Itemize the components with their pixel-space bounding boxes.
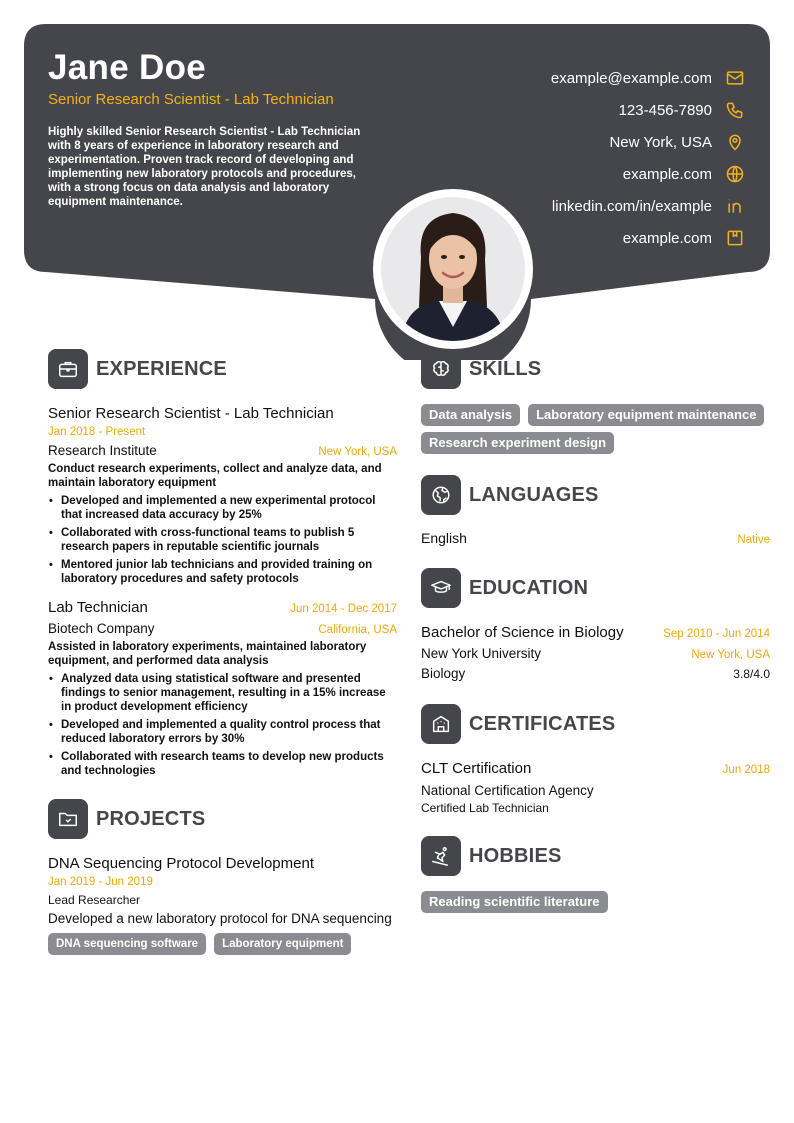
job-achievements <box>48 494 397 586</box>
skiing-icon <box>421 836 461 876</box>
certificate-date: Jun 2018 <box>722 764 770 776</box>
achievement-item: • Developed and implemented a new experimental protocol that increased data accuracy by 25% <box>48 494 397 522</box>
contact-portfolio[interactable] <box>551 222 746 254</box>
skill-tag: Research experiment design <box>421 432 614 454</box>
language-globe-icon <box>421 475 461 515</box>
institution-icon <box>421 704 461 744</box>
job-summary: Assisted in laboratory experiments, maintained laboratory equipment, and performed data analysis <box>48 641 367 667</box>
folder-icon <box>48 799 88 839</box>
section-title-languages: LANGUAGES <box>469 483 599 506</box>
certificate-detail: Certified Lab Technician <box>421 801 549 815</box>
project-title: DNA Sequencing Protocol Development <box>48 855 314 872</box>
contact-email[interactable] <box>551 62 746 94</box>
language-name: English <box>421 530 467 546</box>
hobbies-section <box>421 835 770 913</box>
project-tag: DNA sequencing software <box>48 933 206 955</box>
language-level: Native <box>737 534 770 546</box>
education-entry <box>421 623 770 683</box>
contact-linkedin[interactable] <box>551 190 746 222</box>
certificates-section <box>421 703 770 815</box>
project-description: Developed a new laboratory protocol for DNA sequencing <box>48 911 392 926</box>
education-section <box>421 567 770 683</box>
graduation-cap-icon <box>421 568 461 608</box>
project-tag: Laboratory equipment <box>214 933 351 955</box>
contact-list <box>551 62 746 254</box>
section-title-experience: EXPERIENCE <box>96 357 227 380</box>
left-column <box>48 348 397 975</box>
hobby-tag: Reading scientific literature <box>421 891 608 913</box>
project-dates: Jan 2019 - Jun 2019 <box>48 876 153 888</box>
contact-linkedin-text[interactable]: linkedin.com/in/example <box>551 197 712 215</box>
job-entry <box>48 404 397 586</box>
job-summary: Conduct research experiments, collect and analyze data, and maintain laboratory equipment <box>48 463 382 489</box>
certificate-issuer: National Certification Agency <box>421 783 594 798</box>
school-name: New York University <box>421 646 542 661</box>
projects-section <box>48 798 397 955</box>
skills-section <box>421 348 770 454</box>
linkedin-icon <box>724 195 746 217</box>
achievement-item: • Collaborated with research teams to develop new products and technologies <box>48 750 397 778</box>
certificate-entry <box>421 759 770 815</box>
achievement-item: • Collaborated with cross-functional teams to publish 5 research papers in reputable scientific journals <box>48 526 397 554</box>
contact-location <box>551 126 746 158</box>
hobby-tags <box>421 891 770 913</box>
job-company: Biotech Company <box>48 621 155 636</box>
school-location: New York, USA <box>691 649 770 661</box>
job-location: California, USA <box>318 624 397 636</box>
candidate-name: Jane Doe <box>48 48 207 87</box>
section-title-skills: SKILLS <box>469 357 542 380</box>
contact-location-text: New York, USA <box>609 133 712 151</box>
section-title-education: EDUCATION <box>469 576 589 599</box>
skill-tags <box>421 404 770 454</box>
languages-section <box>421 474 770 547</box>
section-title-certificates: CERTIFICATES <box>469 712 616 735</box>
profile-summary: Highly skilled Senior Research Scientist - Lab Technician with 8 years of experience in laboratory research and experimentation. Proven track record of developing and implementing new laboratory protocols and procedures, with a strong focus on data analysis and laboratory equipment maintenance. <box>48 126 361 208</box>
experience-section <box>48 348 397 778</box>
job-location: New York, USA <box>318 446 397 458</box>
degree-name: Bachelor of Science in Biology <box>421 624 624 641</box>
job-company: Research Institute <box>48 443 157 458</box>
gpa: 3.8/4.0 <box>733 667 770 681</box>
contact-website[interactable] <box>551 158 746 190</box>
contact-phone-text[interactable]: 123-456-7890 <box>618 101 712 119</box>
job-title: Senior Research Scientist - Lab Technician <box>48 405 334 422</box>
right-column <box>421 348 770 933</box>
contact-portfolio-text[interactable]: example.com <box>622 229 712 247</box>
brain-icon <box>421 349 461 389</box>
bookmark-icon <box>724 227 746 249</box>
contact-website-text[interactable]: example.com <box>622 165 712 183</box>
job-achievements <box>48 672 397 778</box>
project-role: Lead Researcher <box>48 893 141 907</box>
section-title-hobbies: HOBBIES <box>469 844 562 867</box>
job-dates: Jun 2014 - Dec 2017 <box>290 603 397 615</box>
certificate-name: CLT Certification <box>421 760 532 777</box>
briefcase-icon <box>48 349 88 389</box>
globe-icon <box>724 163 746 185</box>
contact-phone[interactable] <box>551 94 746 126</box>
project-tags <box>48 933 397 955</box>
field-of-study: Biology <box>421 666 466 681</box>
phone-icon <box>724 99 746 121</box>
contact-email-text[interactable]: example@example.com <box>550 69 712 87</box>
candidate-title: Senior Research Scientist - Lab Technician <box>48 91 334 108</box>
language-entry <box>421 530 770 547</box>
skill-tag: Laboratory equipment maintenance <box>528 404 764 426</box>
skill-tag: Data analysis <box>421 404 520 426</box>
location-pin-icon <box>724 131 746 153</box>
job-title: Lab Technician <box>48 599 148 616</box>
mail-icon <box>724 67 746 89</box>
project-entry <box>48 854 397 955</box>
profile-photo <box>381 197 525 341</box>
section-title-projects: PROJECTS <box>96 807 206 830</box>
education-dates: Sep 2010 - Jun 2014 <box>663 628 770 640</box>
achievement-item: • Mentored junior lab technicians and provided training on laboratory procedures and safety protocols <box>48 558 397 586</box>
achievement-item: • Analyzed data using statistical software and presented findings to senior management, resulting in a 15% increase in product development efficiency <box>48 672 397 714</box>
job-entry <box>48 598 397 778</box>
job-dates: Jan 2018 - Present <box>48 426 146 438</box>
achievement-item: • Developed and implemented a quality control process that reduced laboratory errors by 30% <box>48 718 397 746</box>
